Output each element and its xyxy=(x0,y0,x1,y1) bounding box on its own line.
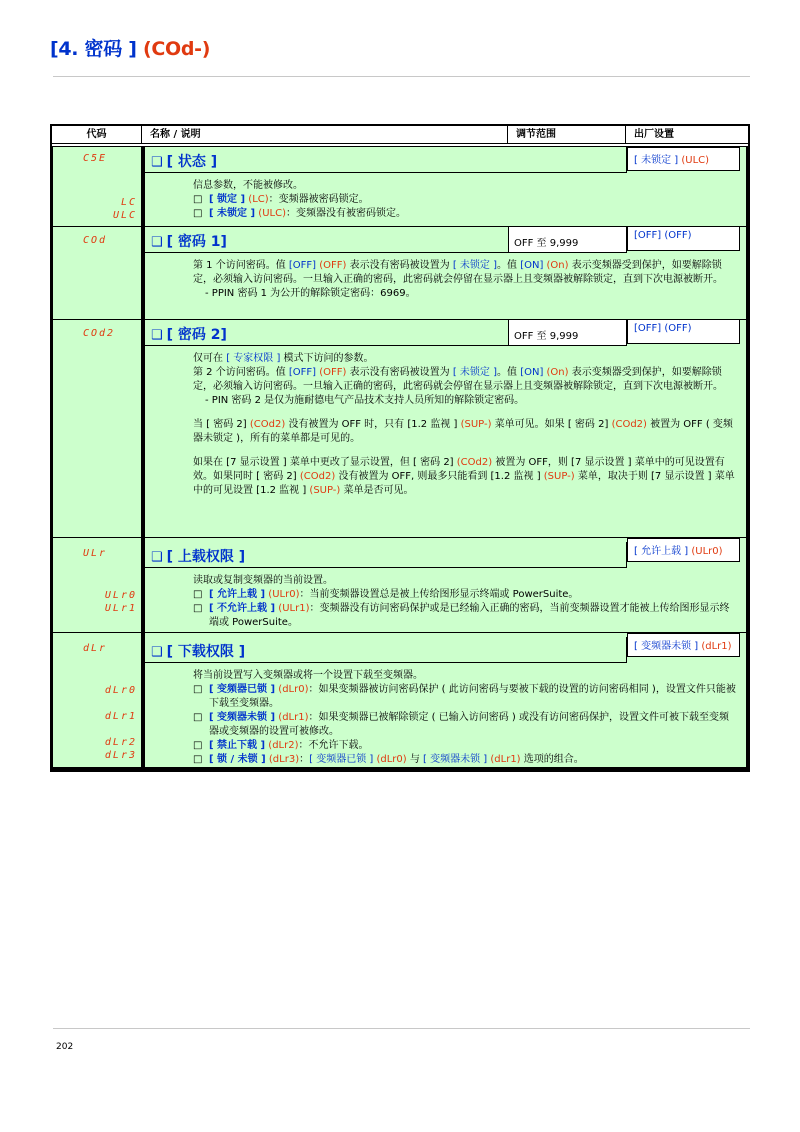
param-description: 第 1 个访问密码。值 [OFF] (OFF) 表示没有密码被设置为 [ 未锁定 ]。值 [ON] (On) 表示变频器受到保护，如要解除锁定，必须输入访问密码。一旦输入正确的密码，此密码就会停留在显示器上且变频器被解除锁定，直到下次电源被断开。 - PPIN 密码 1 为公开的解除锁定密码：6969。 xyxy=(193,259,738,301)
param-head xyxy=(145,637,627,663)
param-description: 仅可在 [ 专家权限 ] 模式下访问的参数。 第 2 个访问密码。值 [OFF] (OFF) 表示没有密码被设置为 [ 未锁定 ]。值 [ON] (On) 表示变频器受到保护，如要解除锁定，必须输入访问密码。一旦输入正确的密码，此密码就会停留在显示器上且变频器被解除锁定，直到下次电源被断开。 - PIN 密码 2 是仅为施耐德电气产品技术支持人员所知的解除锁定密码。 当 [ 密码 2] (COd2) 没有被置为 OFF 时，只有 [1.2 监视 ] (SUP-) 菜单可见。如果 [ 密码 2] (COd2) 被置为 OFF ( 变频器未锁定 )，所有的菜单都是可见的。 如果在 [7 显示设置 ] 菜单中更改了显示设置，但 [ 密码 2] (COd2) 被置为 OFF，则 [7 显示设置 ] 菜单中的可见设置有效。如果同时 [ 密码 2] (COd2) 没有被置为 OFF, 则最多只能看到 [1.2 监视 ] (SUP-) 菜单，取决于则 [7 显示设置 ] 菜单中的可见设置 [1.2 监视 ] (SUP-) 菜单是否可见。 xyxy=(193,352,738,498)
page-title xyxy=(50,34,210,61)
header-default: 出厂设置 xyxy=(634,129,674,140)
option-box-icon: □ xyxy=(193,589,203,600)
code-cell xyxy=(53,147,143,227)
code-ulr0: ULr0 xyxy=(104,590,137,601)
desc-cell xyxy=(145,147,746,227)
note: - PPIN 密码 1 为公开的解除锁定密码：6969。 xyxy=(205,288,416,299)
code-dlr2: dLr2 xyxy=(104,737,137,748)
bottom-divider xyxy=(53,1028,750,1029)
option-lc: □ [ 锁定 ] (LC)：变频器被密码锁定。 xyxy=(193,194,369,205)
option-box-icon: □ xyxy=(193,754,203,765)
checkbox-icon: ❑ xyxy=(151,328,163,343)
page-number: 202 xyxy=(56,1042,74,1052)
checkbox-icon: ❑ xyxy=(151,550,163,565)
range-value: OFF 至 9,999 xyxy=(509,320,627,346)
default-value: [OFF] (OFF) xyxy=(627,320,740,344)
default-value: [ 允许上载 ] (ULr0) xyxy=(627,538,740,562)
header-code: 代码 xyxy=(52,126,142,144)
code-dlr3: dLr3 xyxy=(104,750,137,761)
code-ulr: ULr xyxy=(83,548,108,559)
code-cst: C5E xyxy=(83,153,108,164)
code-dlr1: dLr1 xyxy=(104,711,137,722)
desc-cell xyxy=(145,227,746,320)
desc-cell xyxy=(145,633,746,768)
title-prefix: [4. 密码 ] xyxy=(50,38,137,60)
option-dlr1: □ [ 变频器未锁 ] (dLr1)：如果变频器已被解除锁定 ( 已输入访问密码 ) 或没有访问密码保护，设置文件可被下载至变频器或变频器的设置可被修改。 xyxy=(193,712,730,737)
desc-cell xyxy=(145,320,746,538)
checkbox-icon: ❑ xyxy=(151,155,163,170)
top-divider xyxy=(53,76,750,77)
code-cod: COd xyxy=(83,235,108,246)
option-box-icon: □ xyxy=(193,740,203,751)
option-box-icon: □ xyxy=(193,684,203,695)
checkbox-icon: ❑ xyxy=(151,645,163,660)
param-title: ❑ [ 密码 2] xyxy=(151,327,227,343)
option-dlr2: □ [ 禁止下载 ] (dLr2)：不允许下载。 xyxy=(193,740,369,751)
header-range: 调节范围 xyxy=(508,126,626,144)
option-ulc: □ [ 未锁定 ] (ULC)：变频器没有被密码锁定。 xyxy=(193,208,406,219)
table-body xyxy=(52,146,748,770)
param-title: ❑ [ 密码 1] xyxy=(151,234,227,250)
row-ulr xyxy=(53,538,746,633)
code-ulc: ULC xyxy=(112,210,137,221)
param-title: ❑ [ 状态 ] xyxy=(151,154,218,170)
code-cod2: COd2 xyxy=(83,328,116,339)
default-value: [ 未锁定 ] (ULC) xyxy=(627,147,740,171)
title-code: (COd-) xyxy=(142,38,211,60)
row-cod2 xyxy=(53,320,746,538)
param-head xyxy=(145,147,627,173)
code-cell xyxy=(53,538,143,633)
code-lc: LC xyxy=(120,197,137,208)
code-dlr0: dLr0 xyxy=(104,685,137,696)
code-dlr: dLr xyxy=(83,643,108,654)
option-box-icon: □ xyxy=(193,208,203,219)
param-description: 将当前设置写入变频器或将一个设置下载至变频器。 □ [ 变频器已锁 ] (dLr0)：如果变频器被访问密码保护 ( 此访问密码与要被下载的设置的访问密码相同 )，设置文件只能被下载至变频器。 □ [ 变频器未锁 ] (dLr1)：如果变频器已被解除锁定 ( 已输入访问密码 ) 或没有访问密码保护，设置文件可被下载至变频器或变频器的设置可被修改。 □ [ 禁止下载 ] (dLr2)：不允许下载。 □ [ 锁 / 未锁 ] (dLr3)：[ 变频器已锁 ] (dLr0) 与 [ 变频器未锁 ] (dLr1) 选项的组合。 xyxy=(193,669,738,767)
table-header xyxy=(52,126,748,144)
param-description: 读取或复制变频器的当前设置。 □ [ 允许上载 ] (ULr0)：当前变频器设置总是被上传给图形显示终端或 PowerSuite。 □ [ 不允许上载 ] (ULr1)：变频器没有访问密码保护或是已经输入正确的密码，当前变频器设置才能被上传给图形显示终端或 PowerSuite。 xyxy=(193,574,738,630)
param-head xyxy=(145,542,627,568)
code-cell xyxy=(53,227,143,320)
param-title: ❑ [ 上载权限 ] xyxy=(151,549,246,565)
option-box-icon: □ xyxy=(193,712,203,723)
desc-cell xyxy=(145,538,746,633)
range-value: OFF 至 9,999 xyxy=(509,227,627,253)
checkbox-icon: ❑ xyxy=(151,235,163,250)
code-cell xyxy=(53,633,143,768)
option-ulr0: □ [ 允许上载 ] (ULr0)：当前变频器设置总是被上传给图形显示终端或 PowerSuite。 xyxy=(193,589,579,600)
option-ulr1: □ [ 不允许上载 ] (ULr1)：变频器没有访问密码保护或是已经输入正确的密码，当前变频器设置才能被上传给图形显示终端或 PowerSuite。 xyxy=(193,603,730,628)
code-ulr1: ULr1 xyxy=(104,603,137,614)
param-description: 信息参数，不能被修改。 □ [ 锁定 ] (LC)：变频器被密码锁定。 □ [ 未锁定 ] (ULC)：变频器没有被密码锁定。 xyxy=(193,179,738,221)
parameter-table xyxy=(50,124,750,772)
default-value: [OFF] (OFF) xyxy=(627,227,740,251)
header-name: 名称 / 说明 xyxy=(142,126,508,144)
code-cell xyxy=(53,320,143,538)
param-head xyxy=(145,320,509,346)
option-box-icon: □ xyxy=(193,194,203,205)
note: - PIN 密码 2 是仅为施耐德电气产品技术支持人员所知的解除锁定密码。 xyxy=(205,395,525,406)
row-dlr xyxy=(53,633,746,768)
option-dlr3: □ [ 锁 / 未锁 ] (dLr3)：[ 变频器已锁 ] (dLr0) 与 [ 变频器未锁 ] (dLr1) 选项的组合。 xyxy=(193,754,584,765)
option-box-icon: □ xyxy=(193,603,203,614)
default-value: [ 变频器未锁 ] (dLr1) xyxy=(627,633,740,657)
row-cst xyxy=(53,147,746,227)
param-title: ❑ [ 下载权限 ] xyxy=(151,644,246,660)
row-cod xyxy=(53,227,746,320)
param-head xyxy=(145,227,509,253)
option-dlr0: □ [ 变频器已锁 ] (dLr0)：如果变频器被访问密码保护 ( 此访问密码与要被下载的设置的访问密码相同 )，设置文件只能被下载至变频器。 xyxy=(193,684,736,709)
